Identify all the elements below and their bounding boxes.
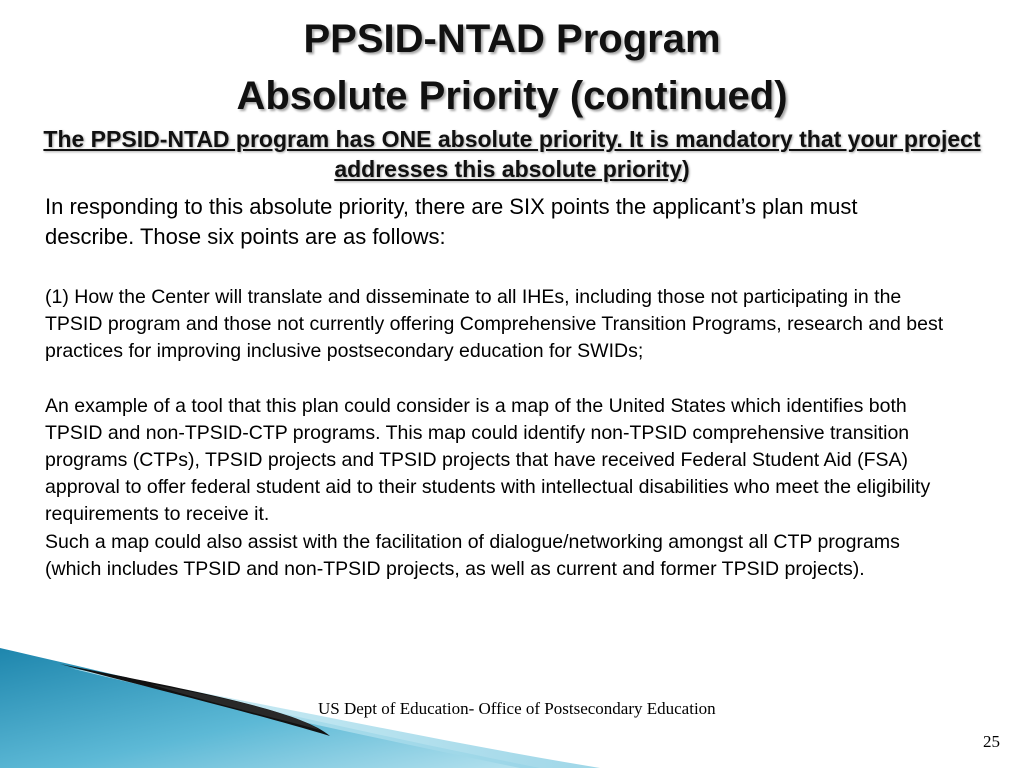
- point-1-paragraph: (1) How the Center will translate and disseminate to all IHEs, including those not participating in the TPSID program and those not currently offering Comprehensive Transition Programs, research and best practices for improving inclusive postsecondary education for SWIDs;: [45, 286, 944, 363]
- footer-text: US Dept of Education- Office of Postsecondary Education: [318, 699, 716, 718]
- map-note-paragraph: Such a map could also assist with the facilitation of dialogue/networking amongst all CTP programs (which includes TPSID and non-TPSID projects, as well as current and former TPSID projects).: [45, 530, 900, 580]
- slide-title-line2: Absolute Priority (continued): [236, 74, 788, 118]
- subtitle-trailing-text: ): [682, 156, 690, 182]
- subtitle-underlined-text: The PPSID-NTAD program has ONE absolute priority. It is mandatory that your project addresses this absolute priority: [43, 126, 981, 182]
- body-text: [45, 284, 945, 583]
- page-number: 25: [983, 732, 1000, 751]
- slide-subtitle: [30, 124, 994, 184]
- intro-paragraph: In responding to this absolute priority, there are SIX points the applicant’s plan must describe. Those six points are as follows:: [45, 194, 858, 249]
- example-paragraph: An example of a tool that this plan could consider is a map of the United States which identifies both TPSID and non-TPSID-CTP programs. This map could identify non-TPSID comprehensive transition programs (CTPs), TPSID projects and TPSID projects that have received Federal Student Aid (FSA) approval to offer federal student aid to their students with intellectual disabilities who meet the eligibility requirements to receive it.: [45, 394, 931, 526]
- slide-title-line1: PPSID-NTAD Program: [303, 17, 721, 61]
